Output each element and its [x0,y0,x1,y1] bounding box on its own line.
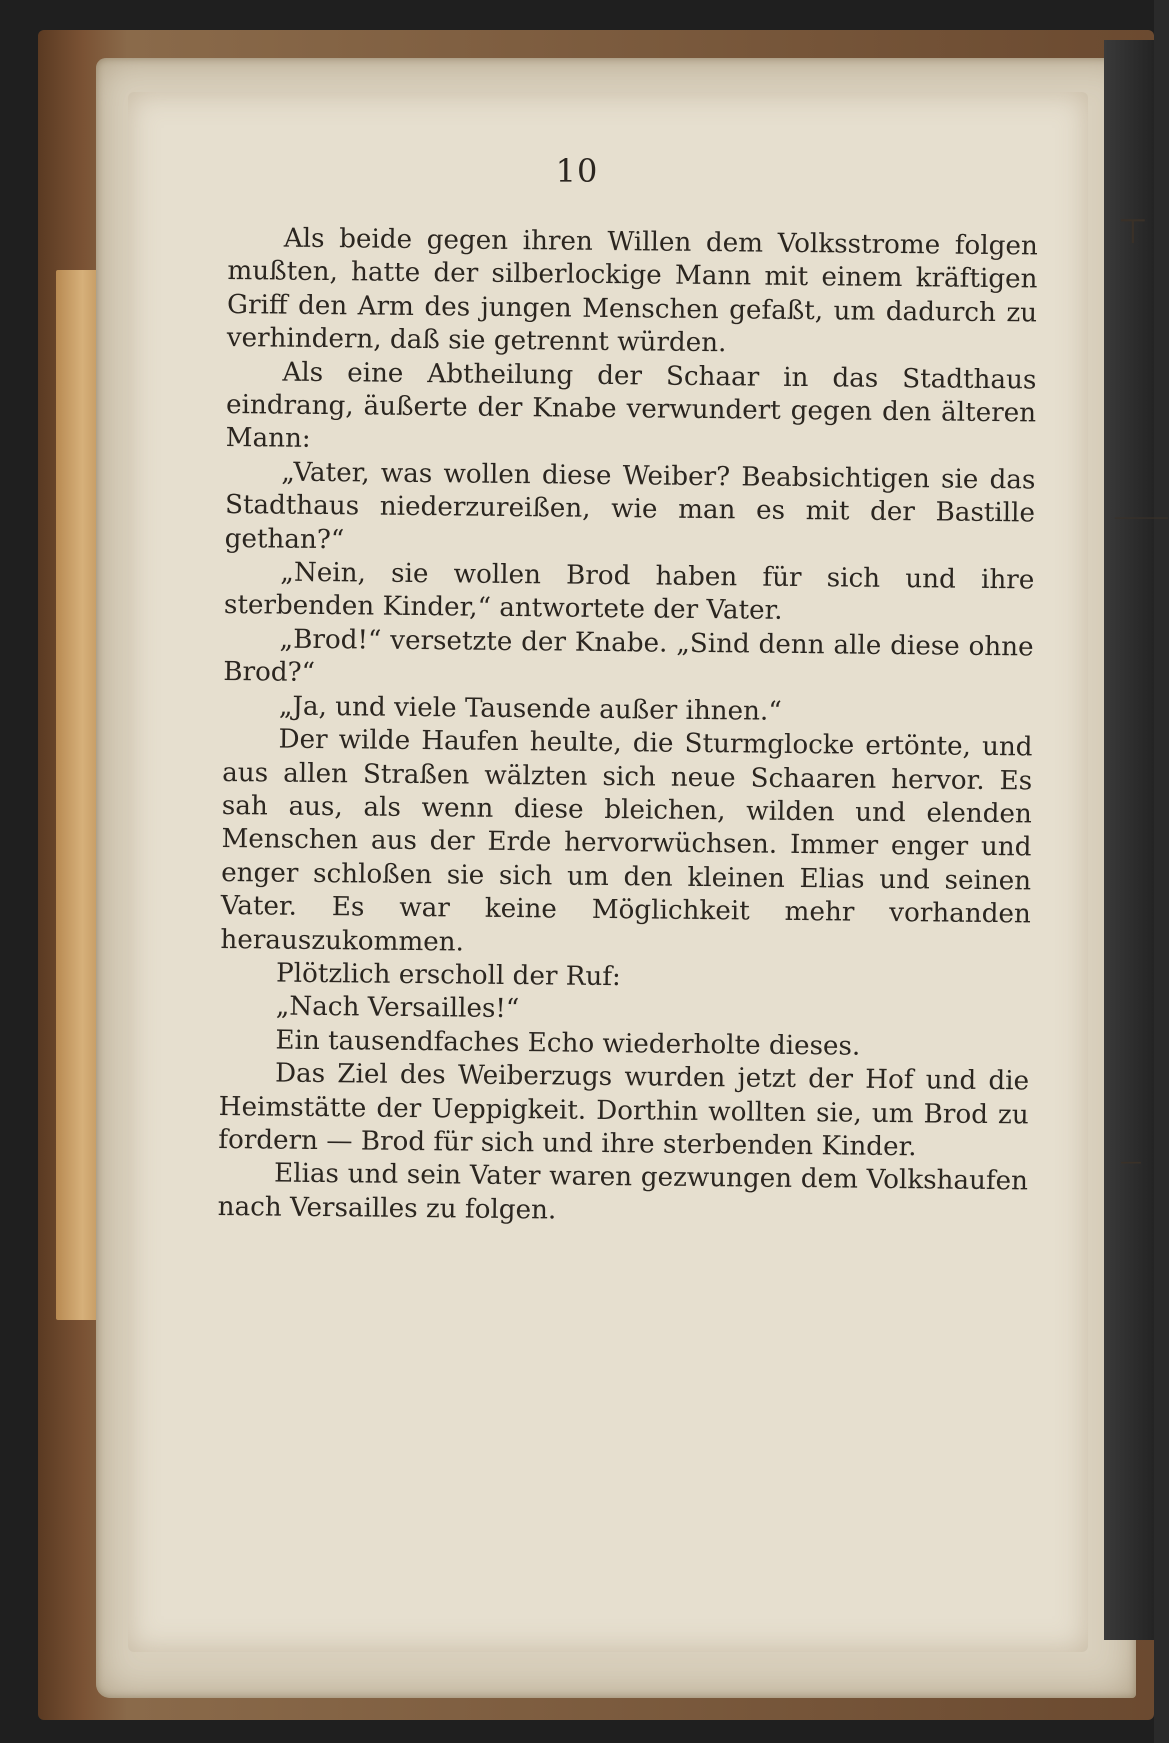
paragraph: Das Ziel des Weiberzugs wurden jetzt der Hof und die Heimstätte der Ueppigkeit. Dorthin wollten sie, um Brod zu fordern — Brod für sich und ihre sterbenden Kinder. [218,1058,1030,1163]
paragraph: „Ja, und viele Tausende außer ihnen.“ [278,691,782,727]
paragraph: „Vater, was wollen diese Weiber? Beabsichtigen sie das Stadthaus niederzureißen, wie man es mit der Bastille gethan?“ [224,457,1036,555]
binding-strip [56,270,100,1320]
paragraph: Elias und sein Vater waren gezwungen dem Volkshaufen nach Versailles zu folgen. [217,1158,1029,1226]
paragraph: „Nach Versailles!“ [275,991,520,1025]
right-margin-shadow [1104,40,1154,1640]
paragraph: Ein tausendfaches Echo wiederholte dieses. [275,1025,861,1062]
margin-mark: ⊤ [1118,212,1148,252]
paragraph: Als beide gegen ihren Willen dem Volksstrome folgen mußten, hatte der silberlockige Mann mit einem kräftigen Griff den Arm des jungen Menschen gefaßt, um dadurch zu verhindern, daß sie getrennt würden. [226,223,1038,359]
paragraph: „Nein, sie wollen Brod haben für sich und ihre sterbenden Kinder,“ antwortete der Vater. [223,557,1035,627]
margin-mark: ⸻ [1114,505,1169,530]
paragraph: Plötzlich erscholl der Ruf: [275,958,622,993]
page-number: 10 [555,152,599,190]
paragraph: „Brod!“ versetzte der Knabe. „Sind denn alle diese ohne Brod?“ [223,624,1034,689]
paragraph: Als eine Abtheilung der Schaar in das Stadthaus eindrang, äußerte der Knabe verwundert gegen den älteren Mann: [225,357,1037,455]
body-text [218,222,1038,1233]
margin-mark: — [1120,1150,1142,1175]
paragraph: Der wilde Haufen heulte, die Sturmglocke ertönte, und aus allen Straßen wälzten sich neue Schaaren hervor. Es sah aus, als wenn diese bleichen, wilden und elenden Menschen aus der Erde hervorwüchsen. Immer enger und enger schloßen sie sich um den kleinen Elias und seinen Vater. Es war keine Möglichkeit mehr vorhanden herauszukommen. [220,724,1033,958]
